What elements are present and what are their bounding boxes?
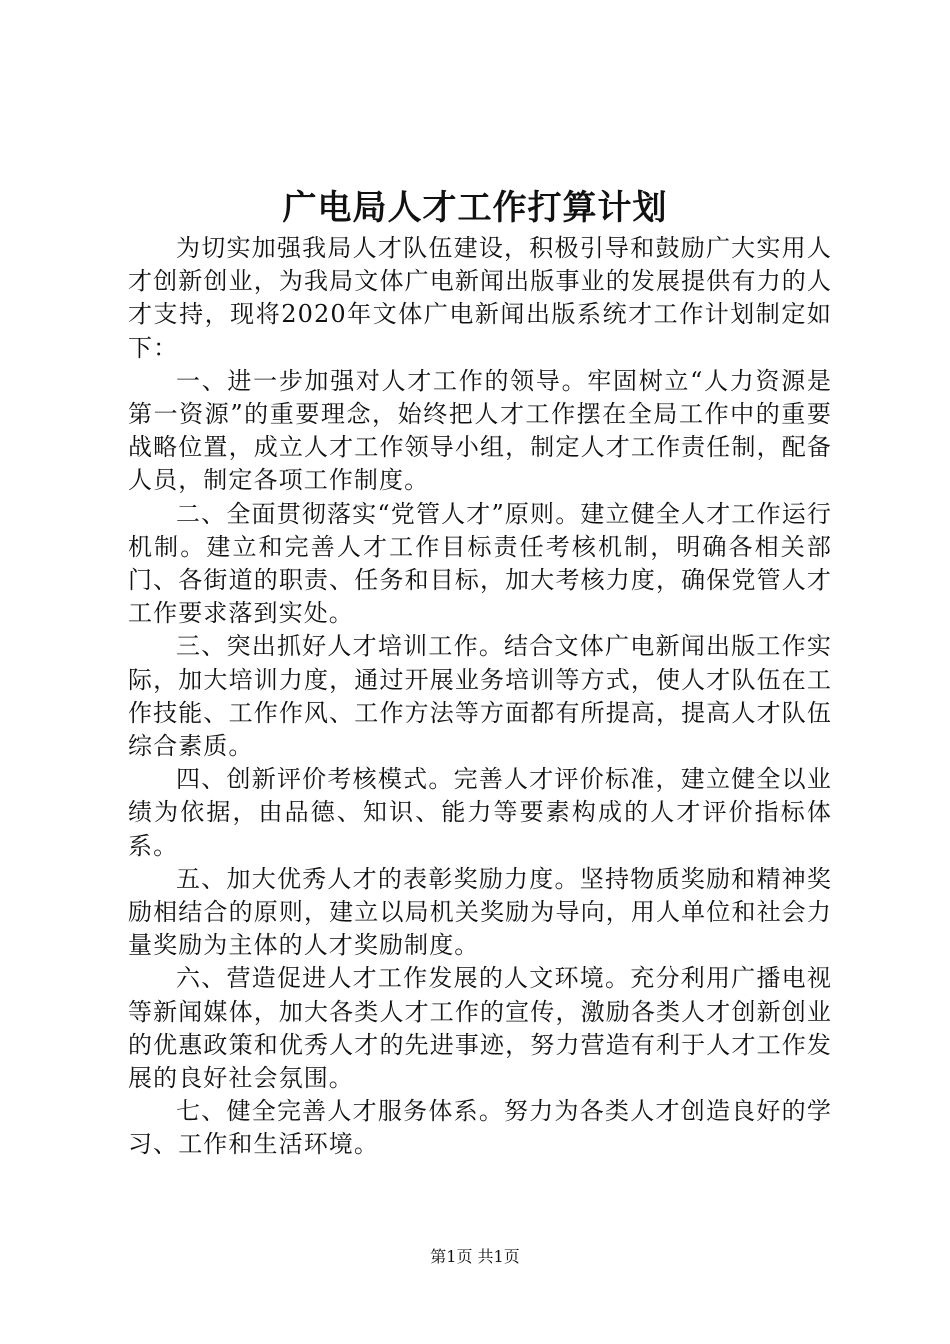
paragraph-1: 一、进一步加强对人才工作的领导。牢固树立“人力资源是第一资源”的重要理念，始终把人才工作摆在全局工作中的重要战略位置，成立人才工作领导小组，制定人才工作责任制，配备人员，制定各项工作制度。 — [128, 366, 832, 495]
paragraph-intro: 为切实加强我局人才队伍建设，积极引导和鼓励广大实用人才创新创业，为我局文体广电新闻出版事业的发展提供有力的人才支持，现将2020年文体广电新闻出版系统才工作计划制定如下： — [128, 234, 832, 362]
paragraph-2: 二、全面贯彻落实“党管人才”原则。建立健全人才工作运行机制。建立和完善人才工作目标责任考核机制，明确各相关部门、各街道的职责、任务和目标，加大考核力度，确保党管人才工作要求落到实处。 — [128, 499, 832, 628]
paragraph-4: 四、创新评价考核模式。完善人才评价标准，建立健全以业绩为依据，由品德、知识、能力等要素构成的人才评价指标体系。 — [128, 765, 832, 860]
page-footer: 第1页 共1页 — [430, 1247, 520, 1266]
paragraph-7: 七、健全完善人才服务体系。努力为各类人才创造良好的学习、工作和生活环境。 — [128, 1097, 832, 1159]
paragraph-3: 三、突出抓好人才培训工作。结合文体广电新闻出版工作实际，加大培训力度，通过开展业务培训等方式，使人才队伍在工作技能、工作作风、工作方法等方面都有所提高，提高人才队伍综合素质。 — [128, 632, 832, 761]
document-body — [128, 232, 832, 1162]
paragraph-5: 五、加大优秀人才的表彰奖励力度。坚持物质奖励和精神奖励相结合的原则，建立以局机关奖励为导向，用人单位和社会力量奖励为主体的人才奖励制度。 — [128, 864, 832, 960]
paragraph-6: 六、营造促进人才工作发展的人文环境。充分利用广播电视等新闻媒体，加大各类人才工作的宣传，激励各类人才创新创业的优惠政策和优秀人才的先进事迹，努力营造有利于人才工作发展的良好社会氛围。 — [128, 964, 832, 1093]
document-title: 广电局人才工作打算计划 — [282, 188, 668, 228]
